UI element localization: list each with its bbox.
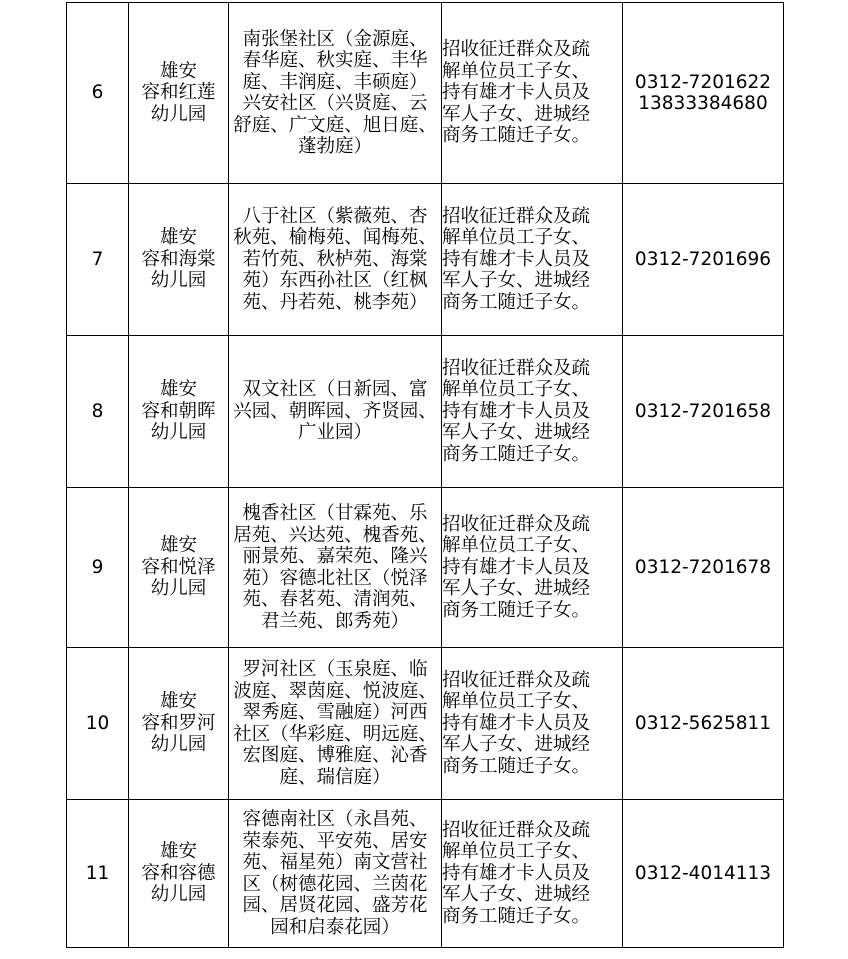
enrollment-scope: 招收征迁群众及疏 解单位员工子女、 持有雄才卡人员及 军人子女、进城经 商务工随迁子女。 xyxy=(442,336,623,488)
kindergarten-name: 雄安 容和容德 幼儿园 xyxy=(129,800,229,948)
contact-phone: 0312-5625811 xyxy=(623,648,784,800)
table-row xyxy=(67,488,784,648)
kindergarten-name: 雄安 容和罗河 幼儿园 xyxy=(129,648,229,800)
service-area: 南张堡社区（金源庭、 春华庭、秋实庭、丰华 庭、丰润庭、丰硕庭） 兴安社区（兴贤庭、云 舒庭、广文庭、旭日庭、 蓬勃庭） xyxy=(229,3,442,184)
contact-phone: 0312-7201658 xyxy=(623,336,784,488)
row-number: 10 xyxy=(67,648,129,800)
table-row xyxy=(67,184,784,336)
contact-phone: 0312-7201696 xyxy=(623,184,784,336)
kindergarten-name: 雄安 容和红莲 幼儿园 xyxy=(129,3,229,184)
service-area: 槐香社区（甘霖苑、乐 居苑、兴达苑、槐香苑、 丽景苑、嘉荣苑、隆兴 苑）容德北社区（悦泽 苑、春茗苑、清润苑、 君兰苑、郎秀苑） xyxy=(229,488,442,648)
contact-phone: 0312-7201678 xyxy=(623,488,784,648)
table-row xyxy=(67,3,784,184)
enrollment-scope: 招收征迁群众及疏 解单位员工子女、 持有雄才卡人员及 军人子女、进城经 商务工随迁子女。 xyxy=(442,3,623,184)
enrollment-scope: 招收征迁群众及疏 解单位员工子女、 持有雄才卡人员及 军人子女、进城经 商务工随迁子女。 xyxy=(442,488,623,648)
table-row xyxy=(67,336,784,488)
contact-phone: 0312-4014113 xyxy=(623,800,784,948)
enrollment-scope: 招收征迁群众及疏 解单位员工子女、 持有雄才卡人员及 军人子女、进城经 商务工随迁子女。 xyxy=(442,800,623,948)
service-area: 双文社区（日新园、富 兴园、朝晖园、齐贤园、 广业园） xyxy=(229,336,442,488)
service-area: 容德南社区（永昌苑、 荣泰苑、平安苑、居安 苑、福星苑）南文营社 区（树德花园、兰茵花 园、居贤花园、盛芳花 园和启泰花园） xyxy=(229,800,442,948)
kindergarten-name: 雄安 容和朝晖 幼儿园 xyxy=(129,336,229,488)
table-row xyxy=(67,648,784,800)
row-number: 8 xyxy=(67,336,129,488)
row-number: 6 xyxy=(67,3,129,184)
table-row xyxy=(67,800,784,948)
enrollment-scope: 招收征迁群众及疏 解单位员工子女、 持有雄才卡人员及 军人子女、进城经 商务工随迁子女。 xyxy=(442,648,623,800)
service-area: 罗河社区（玉泉庭、临 波庭、翠茵庭、悦波庭、 翠秀庭、雪融庭）河西 社区（华彩庭、明远庭、 宏图庭、博雅庭、沁香 庭、瑞信庭） xyxy=(229,648,442,800)
row-number: 11 xyxy=(67,800,129,948)
kindergarten-name: 雄安 容和悦泽 幼儿园 xyxy=(129,488,229,648)
service-area: 八于社区（紫薇苑、杏 秋苑、榆梅苑、闻梅苑、 若竹苑、秋栌苑、海棠 苑）东西孙社区（红枫 苑、丹若苑、桃李苑） xyxy=(229,184,442,336)
contact-phone: 0312-7201622 13833384680 xyxy=(623,3,784,184)
enrollment-scope: 招收征迁群众及疏 解单位员工子女、 持有雄才卡人员及 军人子女、进城经 商务工随迁子女。 xyxy=(442,184,623,336)
table-body xyxy=(67,3,784,948)
row-number: 7 xyxy=(67,184,129,336)
row-number: 9 xyxy=(67,488,129,648)
kindergarten-table xyxy=(66,2,784,948)
kindergarten-name: 雄安 容和海棠 幼儿园 xyxy=(129,184,229,336)
